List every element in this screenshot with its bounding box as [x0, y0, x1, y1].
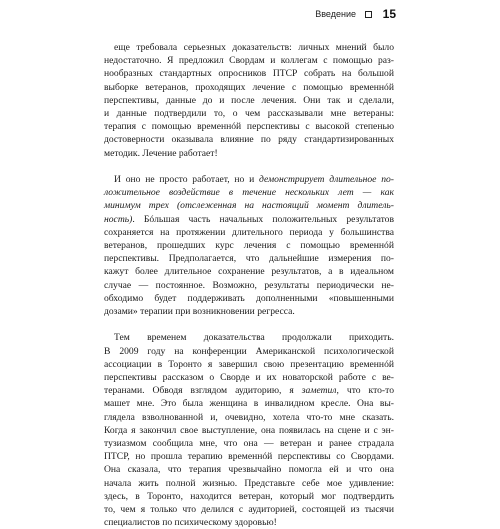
- text-run: кажут более длительное сохранение результатов, а в идеальном: [104, 266, 394, 278]
- text-line: [104, 226, 394, 239]
- text-line: [104, 371, 394, 384]
- text-line: [104, 54, 394, 67]
- body-text: [104, 41, 394, 529]
- paragraph-gap: [104, 160, 394, 173]
- text-line: [104, 199, 394, 212]
- text-line: [104, 384, 394, 397]
- text-run: перспективы. Предполагается, что дальнейшие измерения по-: [104, 253, 394, 265]
- text-run: сохраняется на протяжении длительного периода у большинства: [104, 226, 394, 238]
- text-line: [104, 81, 394, 94]
- text-line: [104, 133, 394, 146]
- text-line: [104, 94, 394, 107]
- text-run: теранами. Обводя взглядом аудиторию, я: [104, 385, 302, 397]
- text-line: [104, 265, 394, 278]
- text-line: [104, 213, 394, 226]
- text-run: Она сказала, что терапия чрезвычайно помогла ей и что она: [104, 464, 394, 476]
- text-run: Когда я закончил свое выступление, она появилась на сцене и с эн-: [104, 424, 394, 436]
- text-line: [104, 490, 394, 503]
- text-line: [104, 516, 394, 529]
- text-run: дозами» терапии при возникновении регресса.: [104, 306, 295, 318]
- text-run: ветеранов, прошедших курс лечения с помощью временнóй: [104, 240, 394, 252]
- paragraph-gap: [104, 318, 394, 331]
- italic-run: ность): [104, 213, 133, 225]
- text-run: терапия с помощью временнóй перспективы с высокой степенью: [104, 121, 394, 133]
- text-run: недостаточно. Я предложил Свордам и коллегам с помощью раз-: [104, 55, 394, 67]
- text-run: машет мне. Это была женщина в инвалидном кресле. Она вы-: [104, 398, 394, 410]
- text-run: перспективы рассказом о Сворде и их новаторской работе с ве-: [104, 372, 394, 384]
- text-line: [104, 41, 394, 54]
- italic-run: ложительное воздействие в течение нескольких лет — как: [104, 187, 394, 199]
- text-line: [104, 345, 394, 358]
- text-line: [104, 424, 394, 437]
- text-run: Тем временем доказательства продолжали приходить.: [114, 332, 394, 344]
- text-line: [104, 437, 394, 450]
- text-run: методик. Лечение работает!: [104, 147, 218, 159]
- text-run: ассоциации в Торонто я завершил свою презентацию временнóй: [104, 358, 394, 370]
- text-line: [104, 120, 394, 133]
- text-line: [104, 147, 394, 160]
- text-run: начала жить полной жизнью. Представьте себе мое удивление:: [104, 477, 394, 489]
- italic-run: демонстрирует длительное по-: [259, 174, 394, 186]
- text-run: то, чем я только что делился с аудиторией, состоящей из тысячи: [104, 504, 394, 516]
- running-head: Введение: [315, 9, 356, 19]
- text-line: [104, 331, 394, 344]
- text-line: [104, 67, 394, 80]
- page-header: [0, 7, 500, 25]
- italic-run: заметил: [301, 385, 337, 397]
- text-run: еще требовала серьезных доказательств: личных мнений было: [114, 42, 394, 53]
- text-run: нообразных стандартных опросников ПТСР собрать на большой: [104, 68, 394, 80]
- text-line: [104, 173, 394, 186]
- text-line: [104, 279, 394, 292]
- text-run: достоверности оказывала влияние по ряду стандартизированных: [104, 134, 394, 146]
- text-run: . Бóльшая часть начальных положительных результатов: [132, 213, 394, 225]
- text-line: [104, 292, 394, 305]
- text-line: [104, 411, 394, 424]
- text-run: выборке ветеранов, проходящих лечение с помощью временнóй: [104, 81, 394, 93]
- text-run: В 2009 году на конференции Американской психологической: [104, 345, 394, 357]
- text-run: И оно не просто работает, но и: [114, 174, 260, 186]
- text-run: тузиазмом сообщила мне, что она — ветеран и ранее страдала: [104, 438, 394, 450]
- text-line: [104, 107, 394, 120]
- text-run: здесь, в Торонто, находится ветеран, который мог подтвердить: [104, 490, 394, 502]
- italic-run: минимум трех (отслеженная на настоящий момент длитель-: [104, 200, 394, 212]
- square-bullet-icon: [365, 11, 372, 18]
- text-run: обходимо будет поддерживать дополненными «повышенными: [104, 292, 394, 304]
- text-run: , что кто-то: [336, 385, 394, 397]
- text-line: [104, 477, 394, 490]
- text-run: перспективы, данные до и после лечения. Они так и сделали,: [104, 94, 394, 106]
- text-line: [104, 397, 394, 410]
- text-run: случае — постоянное. Возможно, результаты периодически не-: [104, 279, 394, 291]
- text-line: [104, 463, 394, 476]
- text-line: [104, 186, 394, 199]
- text-run: глядела взволнованной и, очевидно, хотела что-то мне сказать.: [104, 411, 394, 423]
- text-line: [104, 305, 394, 318]
- text-run: ПТСР, но прошла терапию временнóй перспективы со Свордами.: [104, 451, 394, 463]
- text-line: [104, 252, 394, 265]
- text-line: [104, 358, 394, 371]
- text-line: [104, 503, 394, 516]
- text-run: и данные подтвердили то, о чем рассказывали мне ветераны:: [104, 108, 394, 120]
- text-line: [104, 450, 394, 463]
- text-line: [104, 239, 394, 252]
- page-number: 15: [382, 7, 396, 21]
- text-run: специалистов по психическому здоровью!: [104, 517, 277, 529]
